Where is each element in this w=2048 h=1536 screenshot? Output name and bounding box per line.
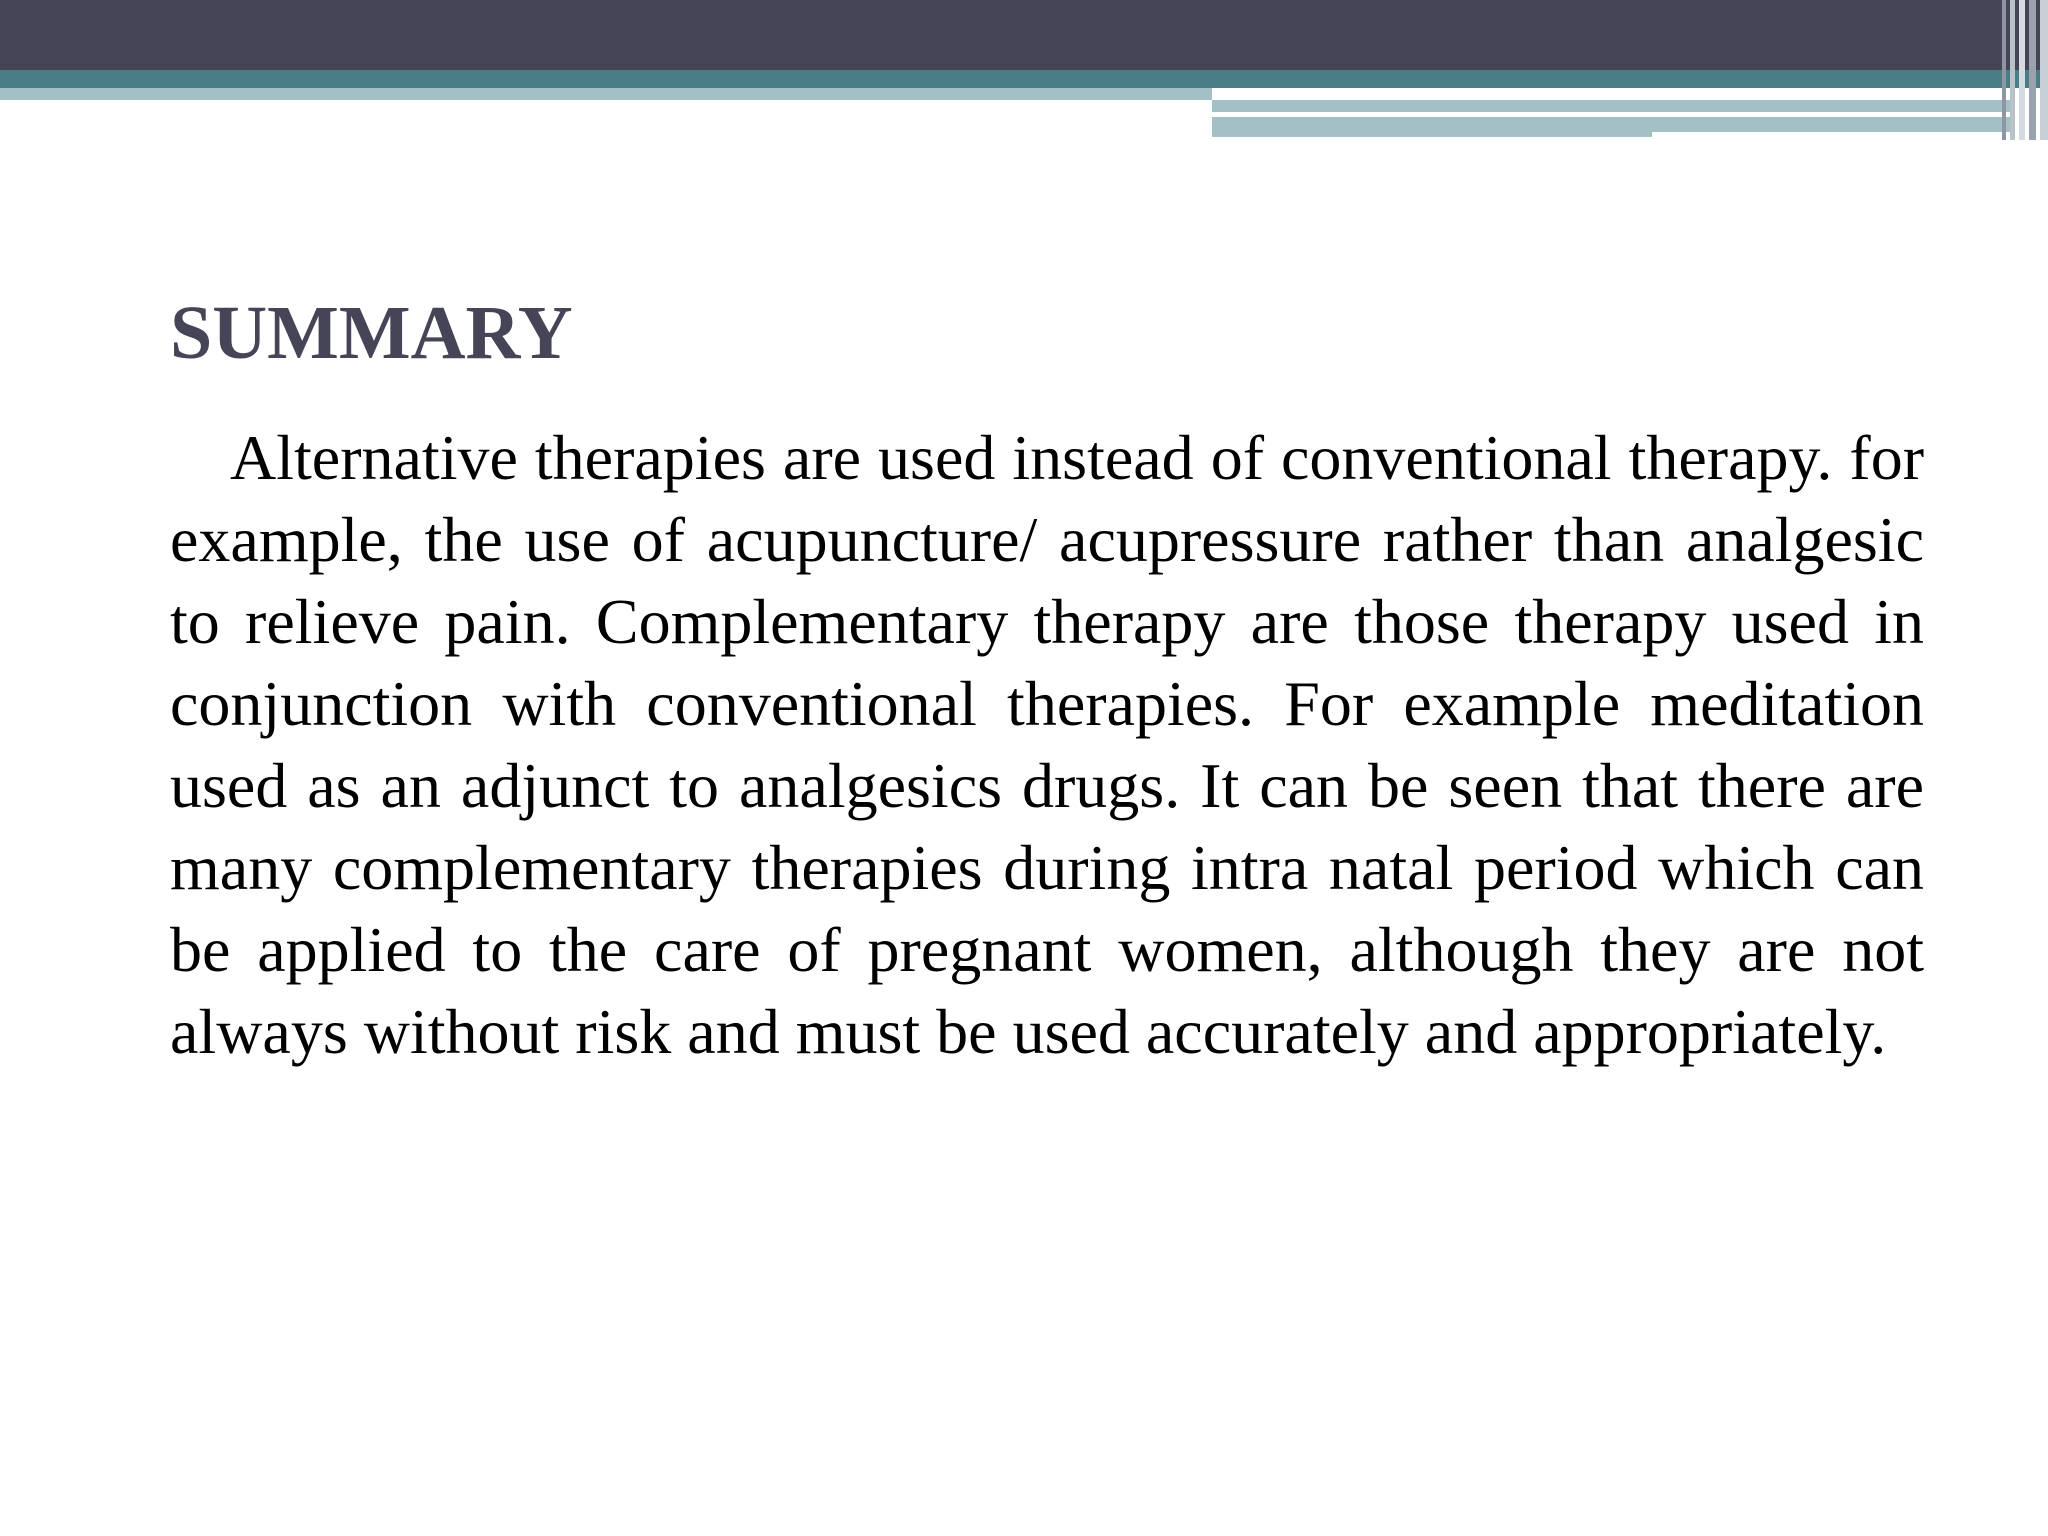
summary-paragraph: Alternative therapies are used instead of conventional therapy. for example, the use of acupuncture/ acupressure rather than analgesic to relieve pain. Complementary therapy are those therapy used in conjunction with conventional therapies. For example meditation used as an adjunct to analgesics drugs. It can be seen that there are many complementary therapies during intra natal period which can be applied to the care of pregnant women, although they are not always without risk and must be used accurately and appropriately.: [170, 422, 1924, 1067]
header-band-light-lower-right: [1652, 117, 2012, 132]
header-band-light-right: [1212, 100, 2012, 112]
header-band-dark: [0, 0, 2048, 70]
header-stripe: [2010, 0, 2015, 140]
header-band-teal: [0, 70, 2048, 88]
header-stripe: [2029, 0, 2036, 140]
header-stripe: [2002, 0, 2006, 140]
header-stripe: [2040, 0, 2048, 140]
slide-title: SUMMARY: [170, 291, 573, 375]
header-band-light-lower: [1212, 117, 1652, 137]
header-stripe: [2019, 0, 2025, 140]
header-stripes: [1986, 0, 2048, 140]
header-band-light-left: [0, 88, 1212, 100]
